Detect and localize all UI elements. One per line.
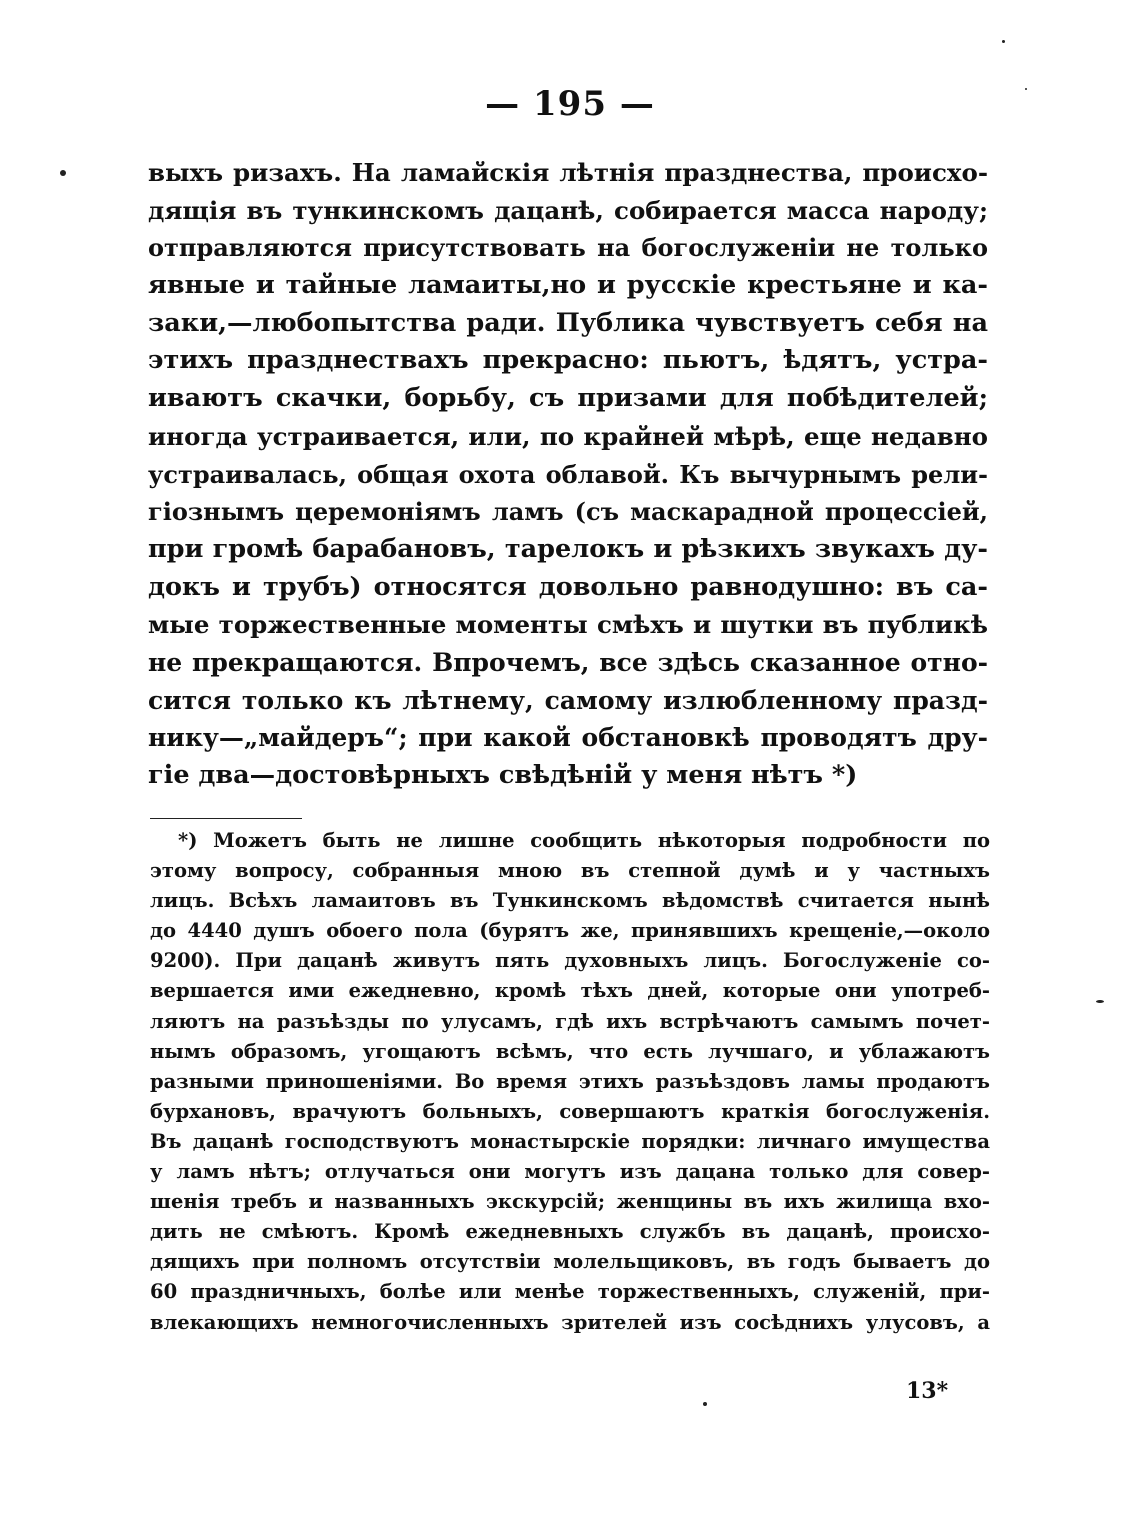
- main-text-line: выхъ ризахъ. На ламайскія лѣтнія празднества, происхо-: [148, 158, 988, 187]
- main-text-line: при громѣ барабановъ, тарелокъ и рѣзкихъ звукахъ ду-: [148, 533, 988, 564]
- main-text-line: заки,—любопытства ради. Публика чувствуетъ себя на: [148, 307, 988, 338]
- footnote-line: у ламъ нѣтъ; отлучаться они могутъ изъ дацана только для совер-: [150, 1160, 990, 1184]
- main-text-line: гіе два—достовѣрныхъ свѣдѣній у меня нѣтъ *): [148, 760, 858, 790]
- footnote-line: лицъ. Всѣхъ ламаитовъ въ Тункинскомъ вѣдомствѣ считается нынѣ: [150, 889, 990, 913]
- footnote-line: Въ дацанѣ господствуютъ монастырскіе порядки: личнаго имущества: [150, 1129, 990, 1153]
- signature-mark: 13*: [906, 1378, 949, 1404]
- footnote-line: до 4440 душъ обоего пола (бурятъ же, принявшихъ крещеніе,—около: [150, 919, 990, 943]
- footnote-line: нымъ образомъ, угощаютъ всѣмъ, что есть лучшаго, и ублажаютъ: [150, 1039, 990, 1063]
- footnote-line: 60 праздничныхъ, болѣе или менѣе торжественныхъ, служеній, при-: [150, 1280, 990, 1304]
- main-text-line: дящія въ тункинскомъ дацанѣ, собирается масса народу;: [148, 195, 988, 225]
- scan-speck: [60, 170, 66, 176]
- main-text-line: явные и тайные ламаиты,но и русскіе крестьяне и ка-: [148, 270, 988, 301]
- footnote-line: 9200). При дацанѣ живутъ пять духовныхъ лицъ. Богослуженіе со-: [150, 949, 990, 973]
- main-text-line: иваютъ скачки, борьбу, съ призами для побѣдителей;: [148, 383, 988, 414]
- main-text-line: устраивалась, общая охота облавой. Къ вычурнымъ рели-: [148, 459, 988, 489]
- footnote-line: дить не смѣютъ. Кромѣ ежедневныхъ службъ въ дацанѣ, происхо-: [150, 1220, 990, 1244]
- footnote-separator: [150, 818, 302, 819]
- main-text-line: нику—„майдеръ“; при какой обстановкѣ проводятъ дру-: [148, 723, 988, 753]
- scan-speck: [1096, 1000, 1104, 1003]
- footnote-line: этому вопросу, собранныя мною въ степной думѣ и у частныхъ: [150, 859, 990, 883]
- scan-speck: [1002, 40, 1005, 43]
- scan-speck: [703, 1402, 707, 1406]
- footnote-line: шенія требъ и названныхъ экскурсій; женщины въ ихъ жилища вхо-: [150, 1190, 990, 1214]
- main-text-line: мые торжественные моменты смѣхъ и шутки въ публикѣ: [148, 610, 988, 640]
- footnote-line: *) Можетъ быть не лишне сообщить нѣкоторыя подробности по: [178, 829, 990, 852]
- main-text-line: иногда устраивается, или, по крайней мѣрѣ, еще недавно: [148, 421, 988, 451]
- footnote-line: влекающихъ немногочисленныхъ зрителей изъ сосѣднихъ улусовъ, а: [150, 1310, 990, 1334]
- main-text-line: гіознымъ церемоніямъ ламъ (съ маскарадной процессіей,: [148, 497, 988, 527]
- footnote: [150, 826, 990, 1338]
- footnote-line: дящихъ при полномъ отсутствіи молельщиковъ, въ годъ бываетъ до: [150, 1250, 990, 1274]
- main-text-line: этихъ празднествахъ прекрасно: пьютъ, ѣдятъ, устра-: [148, 345, 988, 376]
- footnote-line: бурхановъ, врачуютъ больныхъ, совершаютъ краткія богослуженія.: [150, 1099, 990, 1123]
- footnote-line: вершается ими ежедневно, кромѣ тѣхъ дней, которые они употреб-: [150, 979, 990, 1003]
- main-text-line: не прекращаются. Впрочемъ, все здѣсь сказанное отно-: [148, 647, 988, 677]
- scan-speck: [1025, 88, 1027, 90]
- page-number: — 195 —: [485, 84, 655, 124]
- footnote-line: разными приношеніями. Во время этихъ разъѣздовъ ламы продаютъ: [150, 1069, 990, 1093]
- main-text-line: докъ и трубъ) относятся довольно равнодушно: въ са-: [148, 571, 988, 602]
- main-text-line: отправляются присутствовать на богослуженіи не только: [148, 233, 988, 263]
- main-text-line: сится только къ лѣтнему, самому излюбленному празд-: [148, 685, 988, 715]
- footnote-line: ляютъ на разъѣзды по улусамъ, гдѣ ихъ встрѣчаютъ самымъ почет-: [150, 1009, 990, 1033]
- main-text: [148, 154, 988, 795]
